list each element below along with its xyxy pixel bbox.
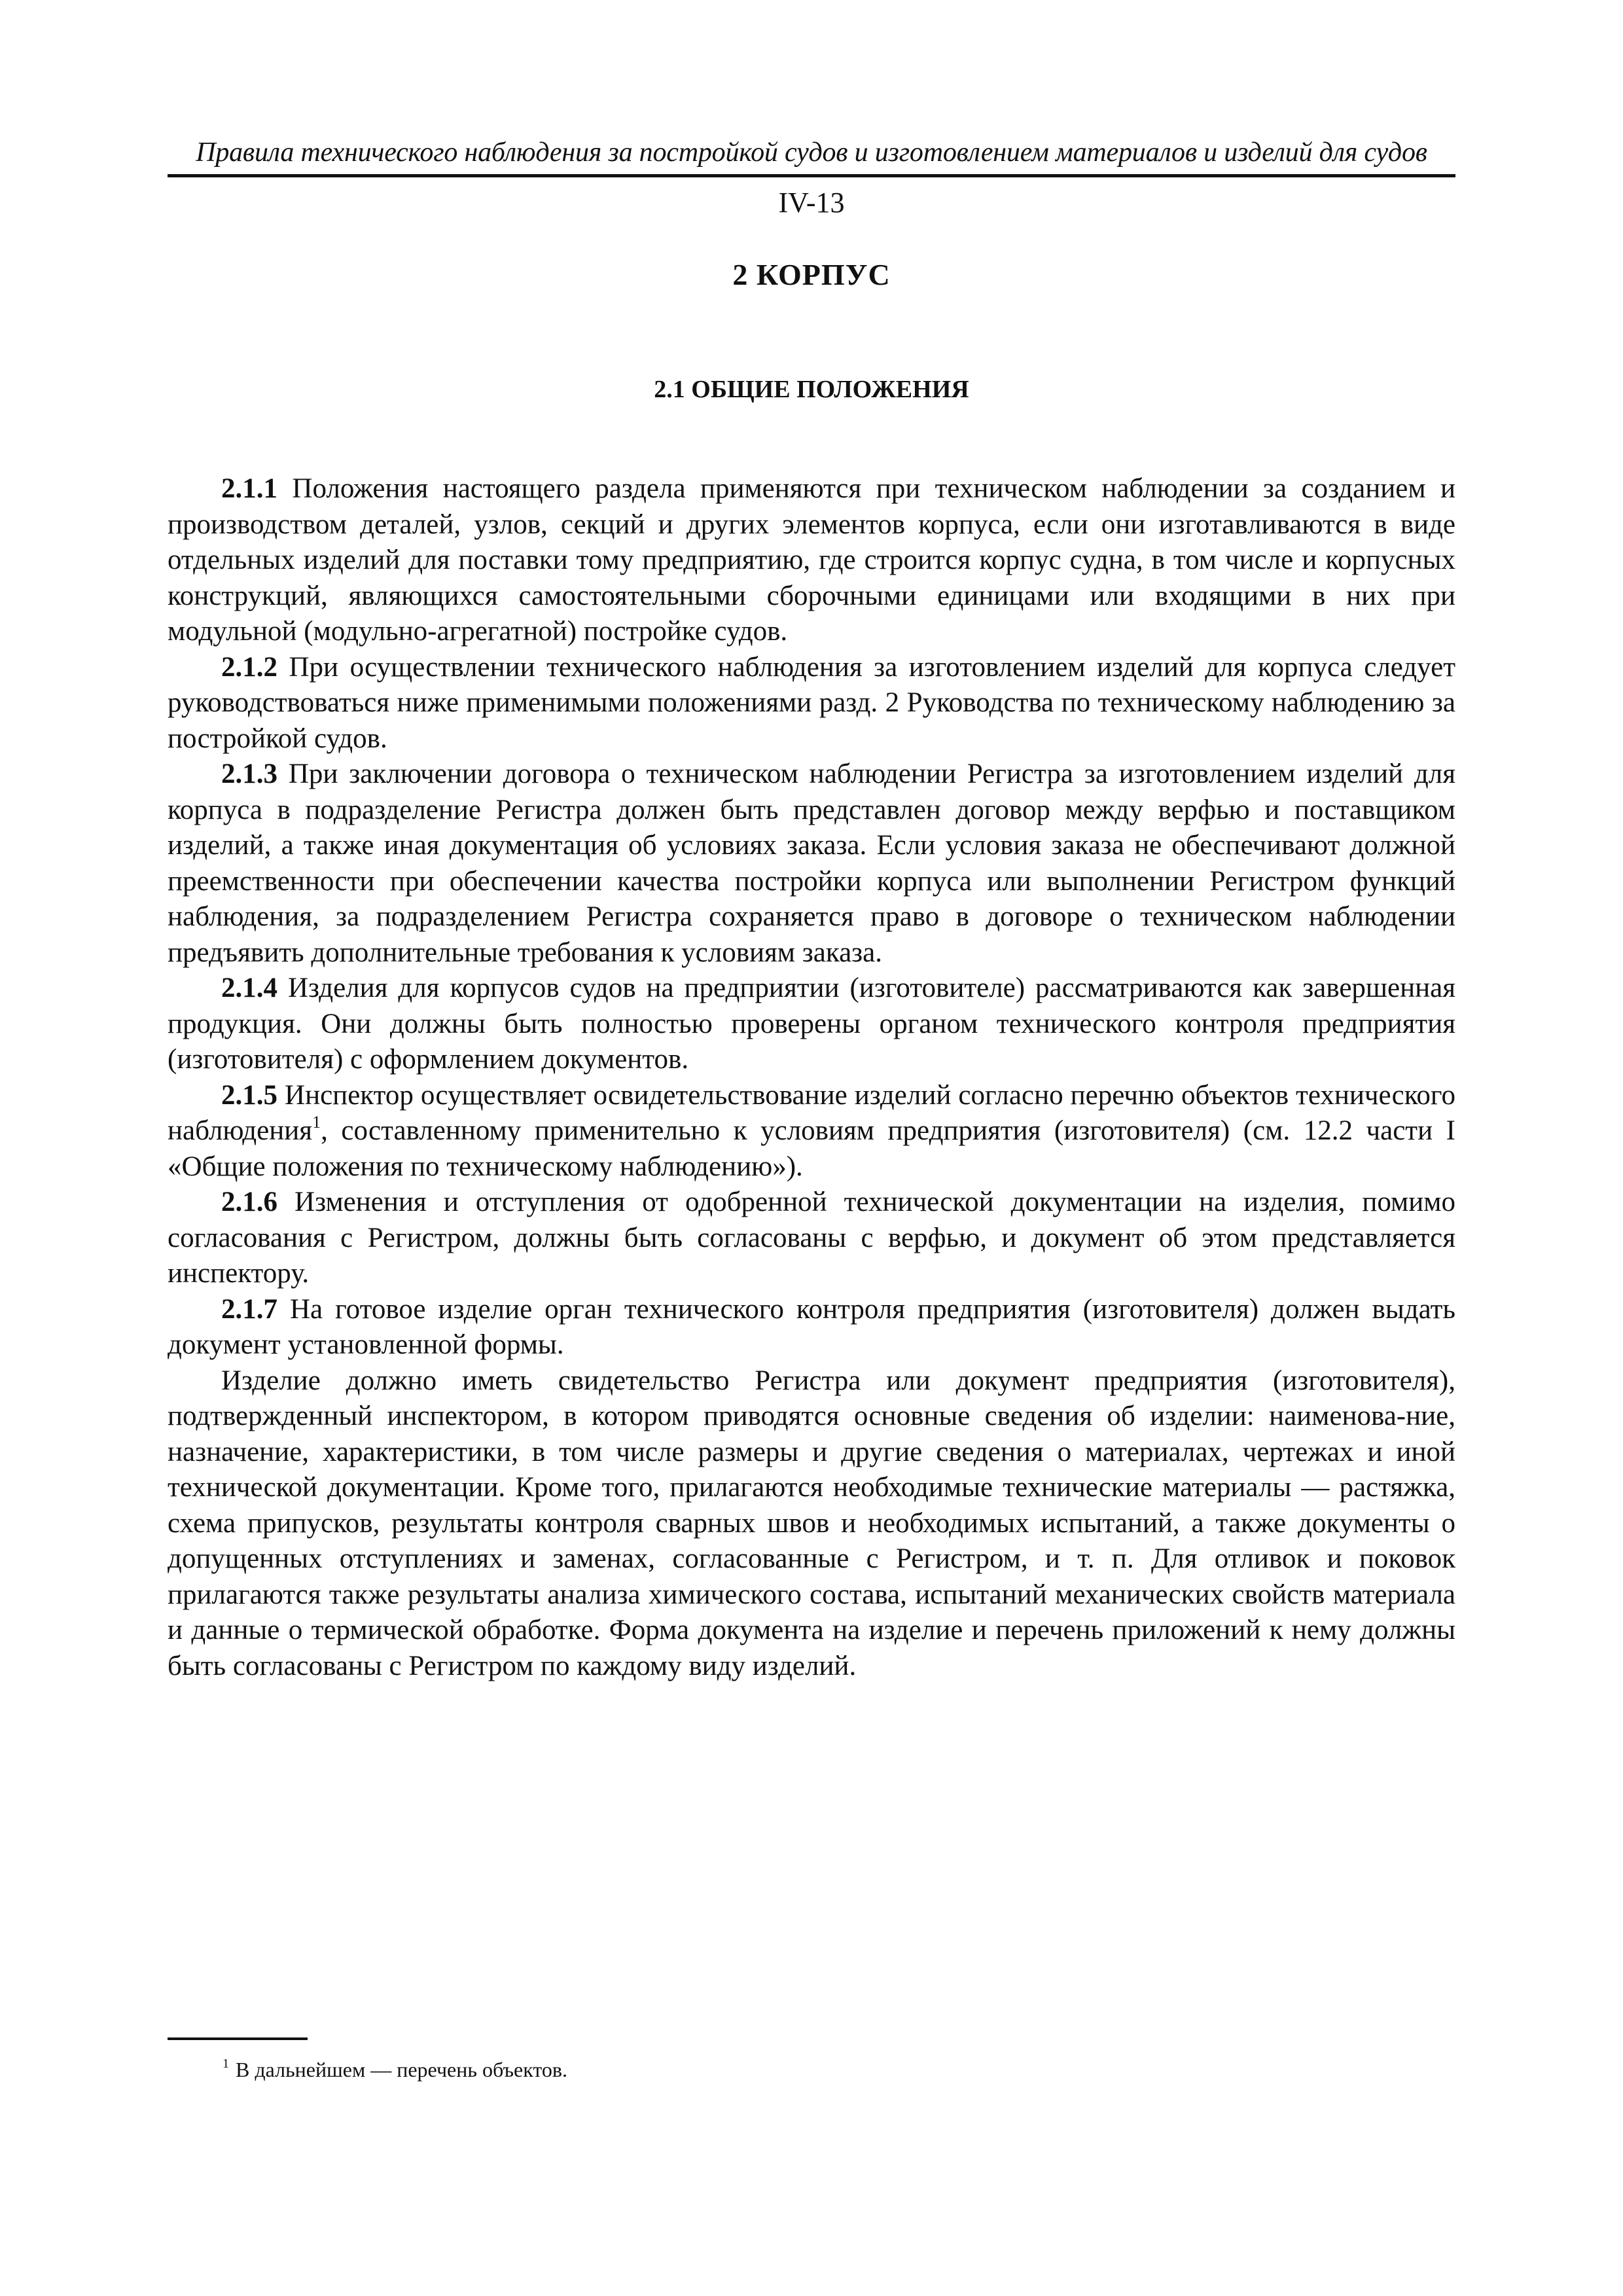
- footnote-marker: 1: [223, 2056, 229, 2071]
- paragraph-2-1-2: [168, 650, 1455, 757]
- paragraph-2-1-6: [168, 1185, 1455, 1292]
- chapter-title: 2 КОРПУС: [732, 258, 891, 291]
- paragraph-text: Изменения и отступления от одобренной технической документации на изделия, помимо согласования с Регистром, должны быть согласованы с верфью, и документ об этом представляется инспектору.: [168, 1187, 1455, 1289]
- paragraph-number: 2.1.5: [221, 1079, 277, 1111]
- section-title: 2.1 ОБЩИЕ ПОЛОЖЕНИЯ: [654, 376, 969, 403]
- paragraph-text: Положения настоящего раздела применяются при техническом наблюдении за созданием и производством деталей, узлов, секций и других элементов корпуса, если они изготавливаются в виде отдельных изделий для поставки тому предприятию, где строится корпус судна, в том числе и корпусных конструкций, являющихся самостоятельными сборочными единицами или входящими в них при модульной (модульно-агрегатной) постройке судов.: [168, 473, 1455, 647]
- paragraph-2-1-1: [168, 471, 1455, 650]
- paragraph-number: 2.1.7: [221, 1293, 277, 1325]
- body-text: [168, 471, 1455, 1684]
- paragraph-2-1-3: [168, 757, 1455, 971]
- paragraph-text: При осуществлении технического наблюдения за изготовлением изделий для корпуса следует руководствоваться ниже применимыми положениями разд. 2 Руководства по техническому наблюдению за постройкой судов.: [168, 651, 1455, 754]
- footnote: [223, 2055, 567, 2084]
- paragraph-text: При заключении договора о техническом наблюдении Регистра за изготовлением изделий для корпуса в подразделение Регистра должен быть представлен договор между верфью и поставщиком изделий, а также иная документация об условиях заказа. Если условия заказа не обеспечивают должной преемственности при обеспечении качества постройки корпуса или выполнении Регистром функций наблюдения, за подразделением Регистра сохраняется право в договоре о техническом наблюдении предъявить дополнительные требования к условиям заказа.: [168, 759, 1455, 968]
- footnote-rule: [168, 2037, 308, 2040]
- paragraph-product-document: [168, 1363, 1455, 1685]
- paragraph-number: 2.1.1: [221, 473, 277, 504]
- paragraph-number: 2.1.2: [221, 651, 277, 683]
- paragraph-number: 2.1.4: [221, 973, 277, 1003]
- running-header: Правила технического наблюдения за постройкой судов и изготовлением материалов и изделий для судов: [196, 137, 1427, 168]
- paragraph-text: Изделие должно иметь свидетельство Регистра или документ предприятия (изготовителя), подтвержденный инспектором, в котором приводятся основные сведения об изделии: наименова-ние, назначение, характеристики, в том числе размеры и другие сведения о материалах, чертежах и иной технической документации. Кроме того, прилагаются необходимые технические материалы — растяжка, схема припусков, результаты контроля сварных швов и необходимых испытаний, а также документы о допущенных отступлениях и заменах, согласованные с Регистром, и т. п. Для отливок и поковок прилагаются также результаты анализа химического состава, испытаний механических свойств материала и данные о термической обработке. Форма документа на изделие и перечень приложений к нему должны быть согласованы с Регистром по каждому виду изделий.: [168, 1365, 1455, 1681]
- paragraph-text-continued: , составленному применительно к условиям предприятия (изготовителя) (см. 12.2 части I «Общие положения по техническому наблюдению»).: [168, 1115, 1455, 1182]
- paragraph-2-1-4: [168, 971, 1455, 1078]
- header-rule: [168, 174, 1455, 177]
- paragraph-number: 2.1.6: [221, 1187, 277, 1217]
- footnote-reference: 1: [312, 1113, 321, 1132]
- page-number: IV-13: [778, 187, 845, 219]
- paragraph-2-1-7: [168, 1292, 1455, 1363]
- paragraph-text: Инспектор осуществляет освидетельствование изделий согласно перечню объектов технического наблюдения: [168, 1079, 1455, 1146]
- paragraph-number: 2.1.3: [221, 759, 277, 789]
- paragraph-text: На готовое изделие орган технического контроля предприятия (изготовителя) должен выдать документ установленной формы.: [168, 1293, 1455, 1360]
- paragraph-text: Изделия для корпусов судов на предприятии (изготовителе) рассматриваются как завершенная продукция. Они должны быть полностью проверены органом технического контроля предприятия (изготовителя) с оформлением документов.: [168, 973, 1455, 1075]
- paragraph-2-1-5: [168, 1078, 1455, 1185]
- footnote-text: В дальнейшем — перечень объектов.: [236, 2058, 567, 2081]
